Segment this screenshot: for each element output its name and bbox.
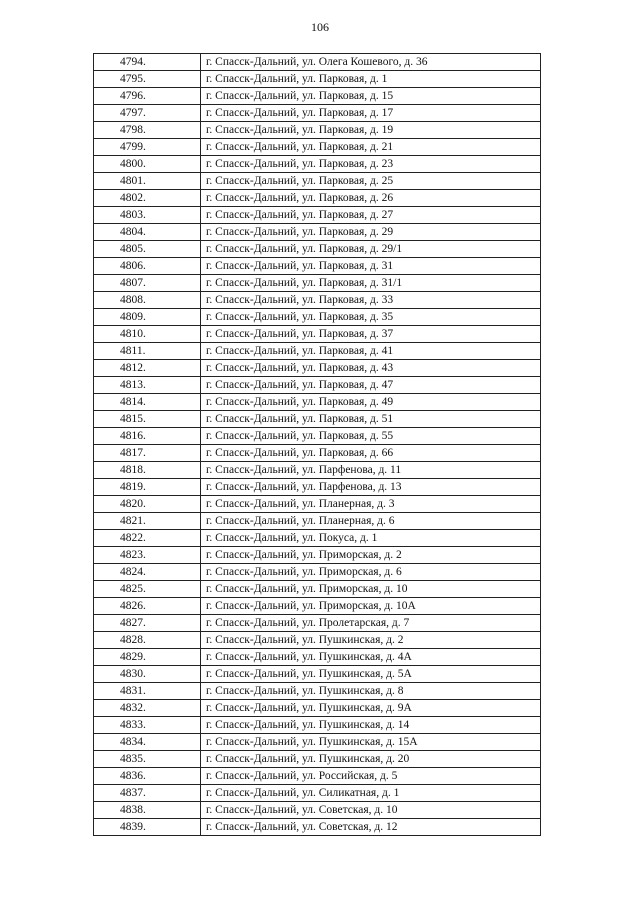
row-address: г. Спасск-Дальний, ул. Парковая, д. 19: [201, 122, 541, 139]
row-number: 4802.: [94, 190, 201, 207]
row-address: г. Спасск-Дальний, ул. Парковая, д. 27: [201, 207, 541, 224]
row-address: г. Спасск-Дальний, ул. Парковая, д. 51: [201, 411, 541, 428]
table-row: [94, 258, 541, 275]
table-row: [94, 649, 541, 666]
row-number: 4826.: [94, 598, 201, 615]
table-row: [94, 360, 541, 377]
row-number: 4836.: [94, 768, 201, 785]
row-number: 4834.: [94, 734, 201, 751]
row-address: г. Спасск-Дальний, ул. Парковая, д. 66: [201, 445, 541, 462]
table-row: [94, 564, 541, 581]
row-address: г. Спасск-Дальний, ул. Парковая, д. 49: [201, 394, 541, 411]
row-address: г. Спасск-Дальний, ул. Парковая, д. 31/1: [201, 275, 541, 292]
row-number: 4809.: [94, 309, 201, 326]
row-address: г. Спасск-Дальний, ул. Парковая, д. 55: [201, 428, 541, 445]
table-row: [94, 428, 541, 445]
table-row: [94, 156, 541, 173]
row-number: 4833.: [94, 717, 201, 734]
row-number: 4827.: [94, 615, 201, 632]
row-number: 4794.: [94, 54, 201, 71]
row-address: г. Спасск-Дальний, ул. Парковая, д. 33: [201, 292, 541, 309]
row-number: 4816.: [94, 428, 201, 445]
row-number: 4823.: [94, 547, 201, 564]
row-number: 4810.: [94, 326, 201, 343]
row-address: г. Спасск-Дальний, ул. Пушкинская, д. 2: [201, 632, 541, 649]
row-address: г. Спасск-Дальний, ул. Парковая, д. 35: [201, 309, 541, 326]
row-address: г. Спасск-Дальний, ул. Пушкинская, д. 5А: [201, 666, 541, 683]
row-number: 4819.: [94, 479, 201, 496]
table-row: [94, 445, 541, 462]
row-address: г. Спасск-Дальний, ул. Олега Кошевого, д. 36: [201, 54, 541, 71]
row-address: г. Спасск-Дальний, ул. Парковая, д. 43: [201, 360, 541, 377]
row-number: 4837.: [94, 785, 201, 802]
table-row: [94, 105, 541, 122]
table-row: [94, 377, 541, 394]
table-row: [94, 207, 541, 224]
row-number: 4804.: [94, 224, 201, 241]
row-number: 4832.: [94, 700, 201, 717]
row-address: г. Спасск-Дальний, ул. Приморская, д. 10: [201, 581, 541, 598]
table-row: [94, 462, 541, 479]
row-address: г. Спасск-Дальний, ул. Парковая, д. 37: [201, 326, 541, 343]
table-row: [94, 632, 541, 649]
row-address: г. Спасск-Дальний, ул. Парковая, д. 47: [201, 377, 541, 394]
table-row: [94, 326, 541, 343]
row-address: г. Спасск-Дальний, ул. Российская, д. 5: [201, 768, 541, 785]
table-row: [94, 819, 541, 836]
row-number: 4798.: [94, 122, 201, 139]
row-number: 4811.: [94, 343, 201, 360]
row-number: 4801.: [94, 173, 201, 190]
row-address: г. Спасск-Дальний, ул. Силикатная, д. 1: [201, 785, 541, 802]
row-address: г. Спасск-Дальний, ул. Советская, д. 10: [201, 802, 541, 819]
row-number: 4830.: [94, 666, 201, 683]
row-number: 4815.: [94, 411, 201, 428]
table-row: [94, 513, 541, 530]
row-number: 4807.: [94, 275, 201, 292]
row-number: 4813.: [94, 377, 201, 394]
table-row: [94, 479, 541, 496]
row-address: г. Спасск-Дальний, ул. Приморская, д. 10А: [201, 598, 541, 615]
row-number: 4808.: [94, 292, 201, 309]
row-address: г. Спасск-Дальний, ул. Парфенова, д. 11: [201, 462, 541, 479]
row-number: 4821.: [94, 513, 201, 530]
row-address: г. Спасск-Дальний, ул. Парковая, д. 26: [201, 190, 541, 207]
table-row: [94, 275, 541, 292]
row-number: 4825.: [94, 581, 201, 598]
row-number: 4805.: [94, 241, 201, 258]
row-address: г. Спасск-Дальний, ул. Парковая, д. 21: [201, 139, 541, 156]
row-number: 4806.: [94, 258, 201, 275]
row-address: г. Спасск-Дальний, ул. Пушкинская, д. 20: [201, 751, 541, 768]
row-address: г. Спасск-Дальний, ул. Парфенова, д. 13: [201, 479, 541, 496]
table-row: [94, 751, 541, 768]
row-number: 4818.: [94, 462, 201, 479]
row-number: 4820.: [94, 496, 201, 513]
row-number: 4822.: [94, 530, 201, 547]
table-row: [94, 88, 541, 105]
table-row: [94, 530, 541, 547]
table-row: [94, 547, 541, 564]
row-address: г. Спасск-Дальний, ул. Парковая, д. 17: [201, 105, 541, 122]
page-number: 106: [311, 20, 329, 34]
table-row: [94, 581, 541, 598]
row-address: г. Спасск-Дальний, ул. Парковая, д. 25: [201, 173, 541, 190]
row-address: г. Спасск-Дальний, ул. Планерная, д. 6: [201, 513, 541, 530]
table-row: [94, 309, 541, 326]
table-row: [94, 598, 541, 615]
table-row: [94, 683, 541, 700]
table-row: [94, 71, 541, 88]
table-row: [94, 54, 541, 71]
row-number: 4795.: [94, 71, 201, 88]
table-row: [94, 292, 541, 309]
row-number: 4799.: [94, 139, 201, 156]
table-row: [94, 615, 541, 632]
row-number: 4839.: [94, 819, 201, 836]
row-number: 4835.: [94, 751, 201, 768]
table-row: [94, 700, 541, 717]
row-number: 4829.: [94, 649, 201, 666]
row-number: 4817.: [94, 445, 201, 462]
row-number: 4803.: [94, 207, 201, 224]
row-number: 4812.: [94, 360, 201, 377]
table-row: [94, 343, 541, 360]
table-row: [94, 241, 541, 258]
table-row: [94, 785, 541, 802]
table-row: [94, 190, 541, 207]
row-address: г. Спасск-Дальний, ул. Пушкинская, д. 15А: [201, 734, 541, 751]
row-address: г. Спасск-Дальний, ул. Парковая, д. 29: [201, 224, 541, 241]
row-number: 4838.: [94, 802, 201, 819]
table-row: [94, 139, 541, 156]
table-row: [94, 768, 541, 785]
row-address: г. Спасск-Дальний, ул. Парковая, д. 31: [201, 258, 541, 275]
row-address: г. Спасск-Дальний, ул. Парковая, д. 23: [201, 156, 541, 173]
row-address: г. Спасск-Дальний, ул. Пушкинская, д. 9А: [201, 700, 541, 717]
table-row: [94, 802, 541, 819]
row-address: г. Спасск-Дальний, ул. Советская, д. 12: [201, 819, 541, 836]
row-address: г. Спасск-Дальний, ул. Планерная, д. 3: [201, 496, 541, 513]
table-row: [94, 666, 541, 683]
row-number: 4797.: [94, 105, 201, 122]
table-row: [94, 394, 541, 411]
row-address: г. Спасск-Дальний, ул. Парковая, д. 41: [201, 343, 541, 360]
table-row: [94, 734, 541, 751]
table-row: [94, 224, 541, 241]
row-number: 4831.: [94, 683, 201, 700]
row-number: 4800.: [94, 156, 201, 173]
row-number: 4796.: [94, 88, 201, 105]
row-number: 4814.: [94, 394, 201, 411]
table-row: [94, 173, 541, 190]
row-address: г. Спасск-Дальний, ул. Парковая, д. 15: [201, 88, 541, 105]
table-row: [94, 122, 541, 139]
row-address: г. Спасск-Дальний, ул. Пушкинская, д. 4А: [201, 649, 541, 666]
row-address: г. Спасск-Дальний, ул. Пролетарская, д. 7: [201, 615, 541, 632]
row-address: г. Спасск-Дальний, ул. Парковая, д. 1: [201, 71, 541, 88]
row-number: 4828.: [94, 632, 201, 649]
row-number: 4824.: [94, 564, 201, 581]
address-table: [93, 53, 541, 836]
row-address: г. Спасск-Дальний, ул. Приморская, д. 2: [201, 547, 541, 564]
row-address: г. Спасск-Дальний, ул. Пушкинская, д. 14: [201, 717, 541, 734]
row-address: г. Спасск-Дальний, ул. Приморская, д. 6: [201, 564, 541, 581]
table-row: [94, 717, 541, 734]
table-row: [94, 411, 541, 428]
row-address: г. Спасск-Дальний, ул. Пушкинская, д. 8: [201, 683, 541, 700]
table-row: [94, 496, 541, 513]
row-address: г. Спасск-Дальний, ул. Покуса, д. 1: [201, 530, 541, 547]
row-address: г. Спасск-Дальний, ул. Парковая, д. 29/1: [201, 241, 541, 258]
address-table-body: [94, 54, 541, 836]
